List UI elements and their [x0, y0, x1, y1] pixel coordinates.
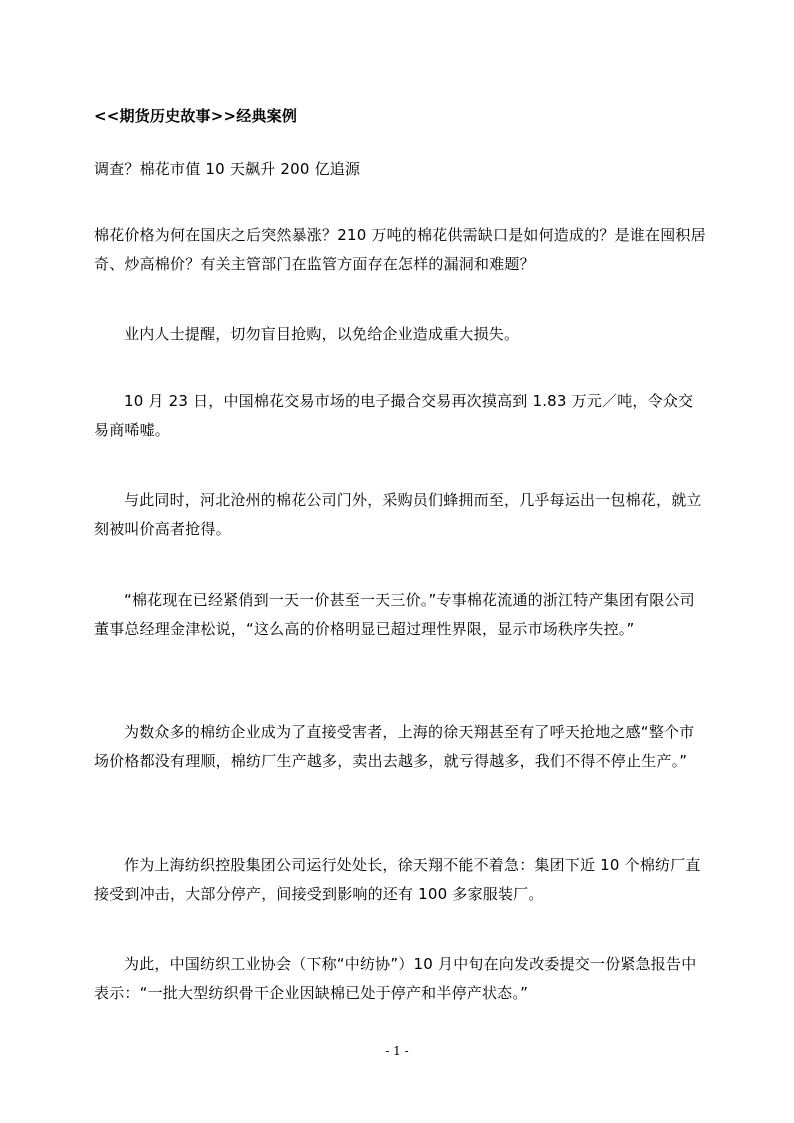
paragraph-3: 10 月 23 日，中国棉花交易市场的电子撮合交易再次摸高到 1.83 万元／吨，令众交易商唏嘘。 — [94, 392, 694, 439]
document-title: <<期货历史故事>>经典案例 — [94, 107, 298, 125]
paragraph-4: 与此同时，河北沧州的棉花公司门外，采购员们蜂拥而至，几乎每运出一包棉花，就立刻被叫价高者抢得。 — [94, 491, 702, 538]
paragraph-5: “棉花现在已经紧俏到一天一价甚至一天三价。”专事棉花流通的浙江特产集团有限公司董事总经理金津松说，“这么高的价格明显已超过理性界限，显示市场秩序失控。” — [94, 591, 695, 638]
page-number: - 1 - — [385, 1044, 409, 1058]
paragraph-6: 为数众多的棉纺企业成为了直接受害者，上海的徐天翔甚至有了呼天抢地之感“整个市场价格都没有理顺，棉纺厂生产越多，卖出去越多，就亏得越多，我们不得不停止生产。” — [94, 723, 695, 770]
document-subtitle: 调查？棉花市值 10 天飙升 200 亿追源 — [94, 160, 361, 178]
paragraph-8: 为此，中国纺织工业协会（下称“中纺协”）10 月中旬在向发改委提交一份紧急报告中表示：“一批大型纺织骨干企业因缺棉已处于停产和半停产状态。” — [94, 955, 697, 1002]
paragraph-2: 业内人士提醒，切勿盲目抢购，以免给企业造成重大损失。 — [124, 325, 520, 343]
paragraph-1: 棉花价格为何在国庆之后突然暴涨？210 万吨的棉花供需缺口是如何造成的？是谁在囤积居奇、炒高棉价？有关主管部门在监管方面存在怎样的漏洞和难题？ — [94, 226, 706, 273]
paragraph-7: 作为上海纺织控股集团公司运行处处长，徐天翔不能不着急：集团下近 10 个棉纺厂直接受到冲击，大部分停产，间接受到影响的还有 100 多家服装厂。 — [94, 856, 701, 903]
